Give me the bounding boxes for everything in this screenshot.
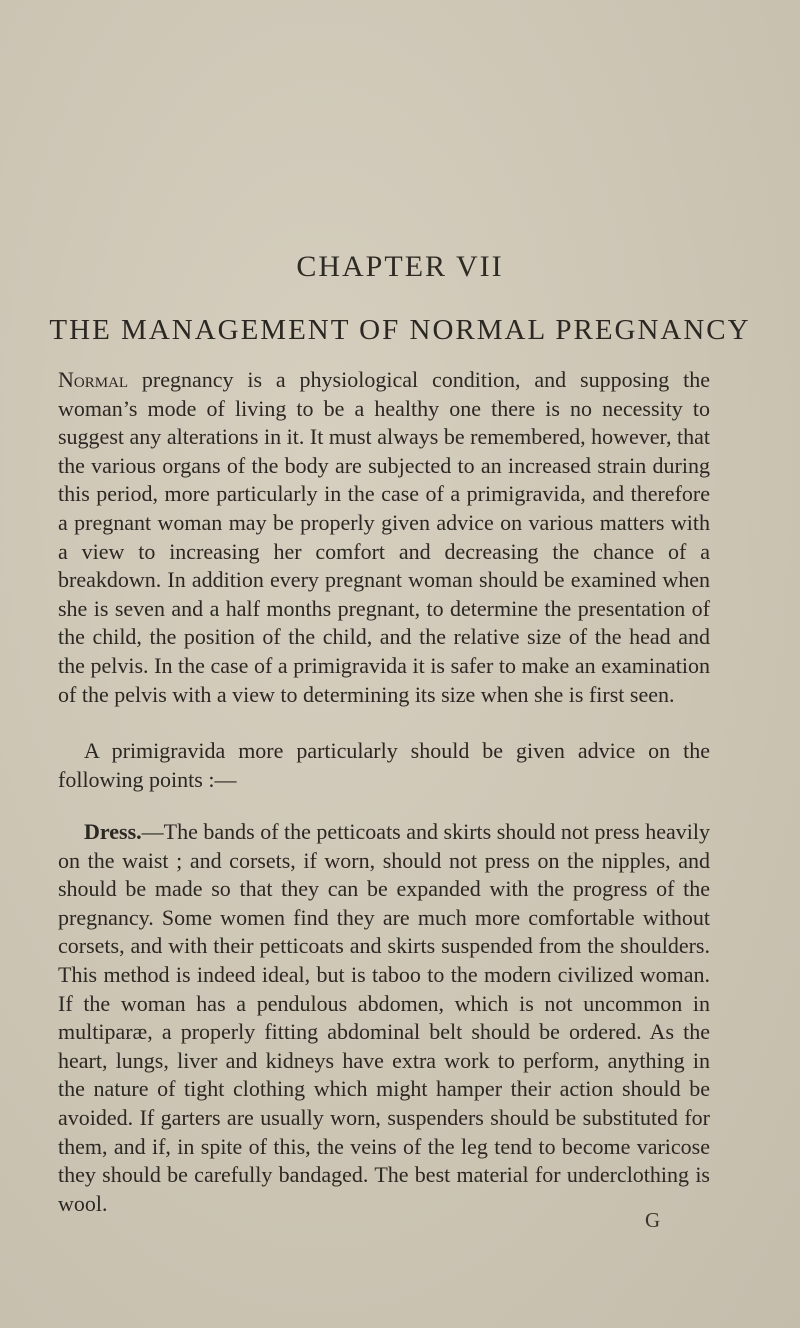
paragraph-dress-text: —The bands of the petticoats and skirts should not press heavily on the waist ; and corsets, if worn, should not press on the nipples, and should be made so that they can be expanded with the progress of the pregnancy. Some women find they are much more comfortable without corsets, and with their petticoats and skirts suspended from the shoulders. This method is indeed ideal, but is taboo to the modern civilized woman. If the woman has a pendulous abdomen, which is not uncommon in multiparæ, a properly fitting abdominal belt should be ordered. As the heart, lungs, liver and kidneys have extra work to perform, anything in the nature of tight clothing which might hamper their action should be avoided. If garters are usually worn, suspenders should be substituted for them, and if, in spite of this, the veins of the leg tend to become varicose they should be carefully bandaged. The best material for underclothing is wool. — [58, 819, 710, 1216]
paragraph-dress — [58, 818, 710, 1218]
paragraph-advice: A primigravida more particularly should be given advice on the following points :— — [58, 738, 710, 792]
chapter-heading: CHAPTER VII — [296, 250, 504, 283]
paragraph-lead-word: Normal — [58, 367, 129, 392]
paragraph-intro — [58, 366, 710, 709]
section-runin-heading: Dress. — [84, 819, 142, 844]
paragraph-intro-text: pregnancy is a physiological condition, and supposing the woman’s mode of living to be a healthy one there is no necessity to suggest any alterations in it. It must always be remembered, however, that the various organs of the body are subjected to an increased strain during this period, more particularly in the case of a primigravida, and therefore a pregnant woman may be properly given advice on various matters with a view to increasing her comfort and decreasing the chance of a breakdown. In addition every pregnant woman should be examined when she is seven and a half months pregnant, to determine the presentation of the child, the position of the child, and the relative size of the head and the pelvis. In the case of a primigravida it is safer to make an examination of the pelvis with a view to determining its size when she is first seen. — [58, 367, 710, 707]
chapter-title: THE MANAGEMENT OF NORMAL PREGNANCY — [49, 314, 751, 346]
signature-mark: G — [645, 1208, 661, 1232]
